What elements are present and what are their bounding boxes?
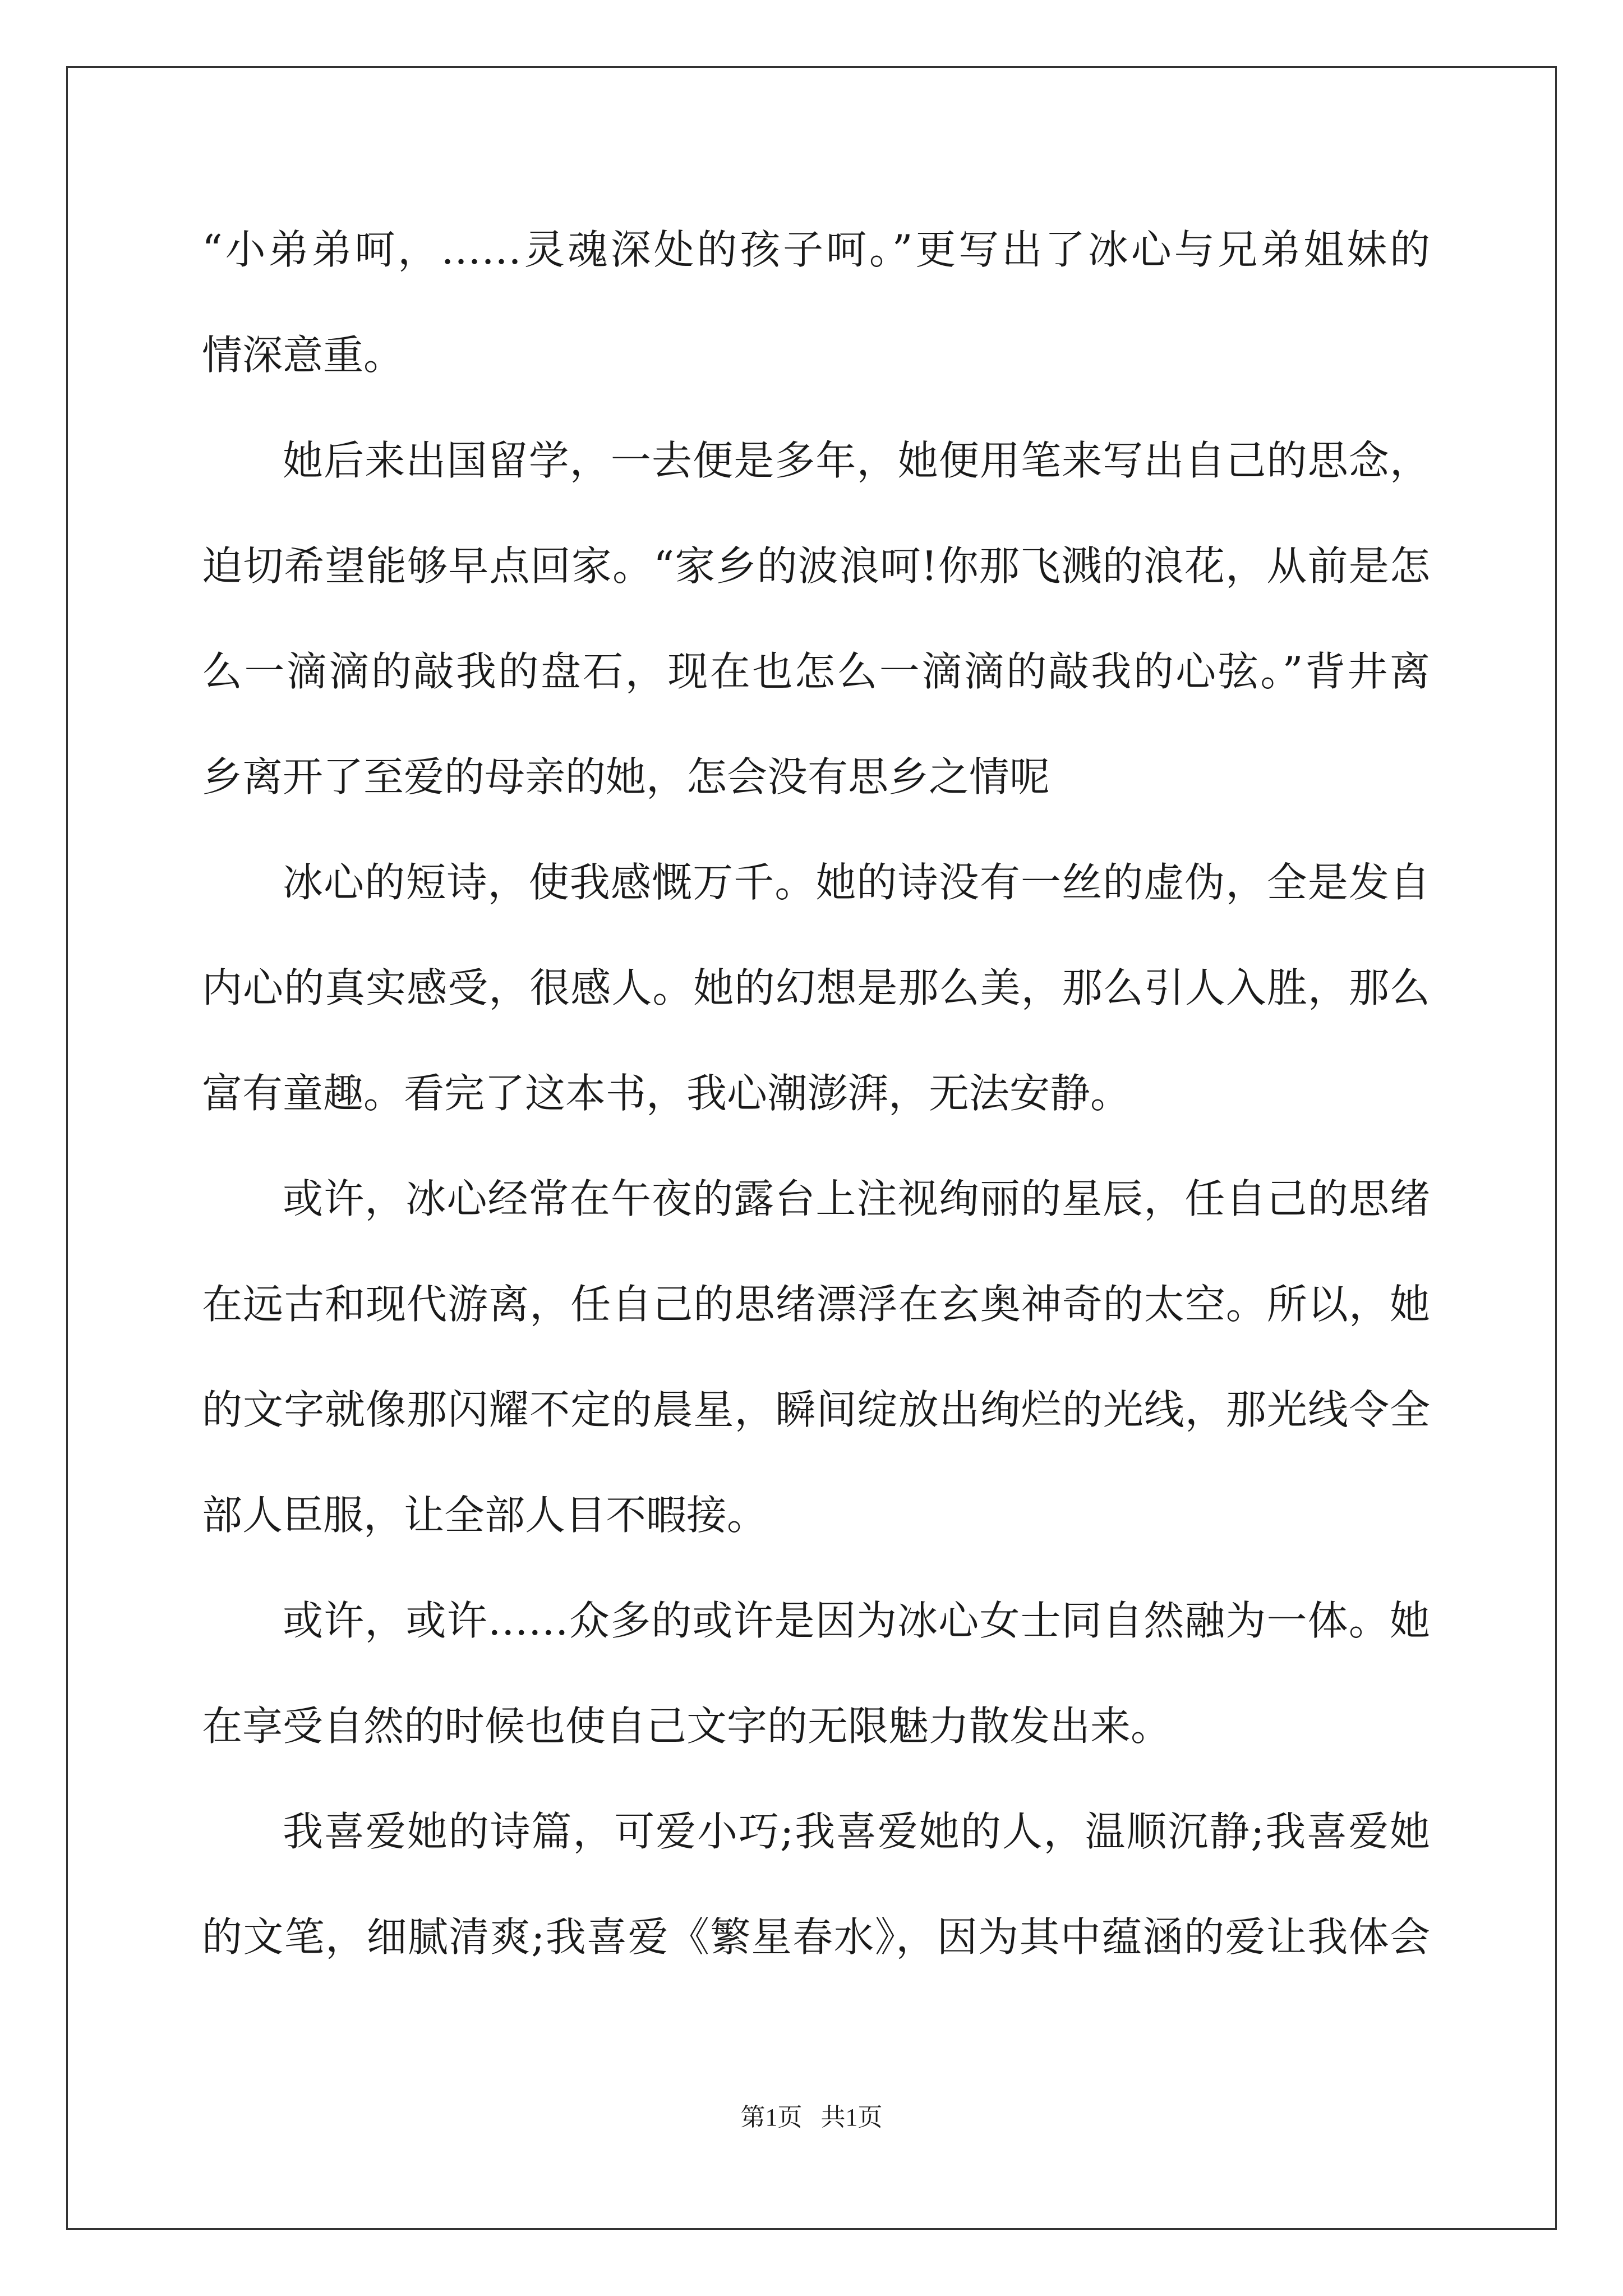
paragraph-line: 在享受自然的时候也使自己文字的无限魅力散发出来。 [202, 1703, 1172, 1750]
paragraph-first-line: 或许，或许……众多的或许是因为冰心女士同自然融为一体。她 [283, 1597, 1430, 1644]
paragraph-line: 富有童趣。看完了这本书，我心潮澎湃，无法安静。 [202, 1070, 1131, 1117]
paragraph-first-line: 或许，冰心经常在午夜的露台上注视绚丽的星辰，任自己的思绪 [283, 1175, 1430, 1222]
paragraph-line: 么一滴滴的敲我的盘石，现在也怎么一滴滴的敲我的心弦。”背井离 [202, 648, 1430, 695]
paragraph-first-line: 我喜爱她的诗篇，可爱小巧;我喜爱她的人，温顺沉静;我喜爱她 [283, 1808, 1430, 1855]
paragraph-line: 情深意重。 [202, 332, 404, 379]
page-footer: 第1页 共1页 [740, 2104, 883, 2131]
paragraph-line: 乡离开了至爱的母亲的她，怎会没有思乡之情呢 [202, 753, 1050, 800]
paragraph-line: 部人臣服，让全部人目不暇接。 [202, 1492, 768, 1539]
paragraph-first-line: 冰心的短诗，使我感慨万千。她的诗没有一丝的虚伪，全是发自 [283, 859, 1430, 906]
paragraph-first-line: 她后来出国留学，一去便是多年，她便用笔来写出自己的思念， [283, 437, 1430, 484]
paragraph-line: 的文字就像那闪耀不定的晨星，瞬间绽放出绚烂的光线，那光线令全 [202, 1386, 1430, 1433]
paragraph-line: 迫切希望能够早点回家。“家乡的波浪呵!你那飞溅的浪花，从前是怎 [202, 542, 1430, 590]
paragraph-line: 在远古和现代游离，任自己的思绪漂浮在玄奥神奇的太空。所以，她 [202, 1281, 1430, 1328]
paragraph-line: “小弟弟呵，……灵魂深处的孩子呵。”更写出了冰心与兄弟姐妹的 [202, 226, 1430, 273]
paragraph-line: 的文笔，细腻清爽;我喜爱《繁星春水》，因为其中蕴涵的爱让我体会 [202, 1913, 1430, 1961]
paragraph-line: 内心的真实感受，很感人。她的幻想是那么美，那么引人入胜，那么 [202, 964, 1430, 1011]
